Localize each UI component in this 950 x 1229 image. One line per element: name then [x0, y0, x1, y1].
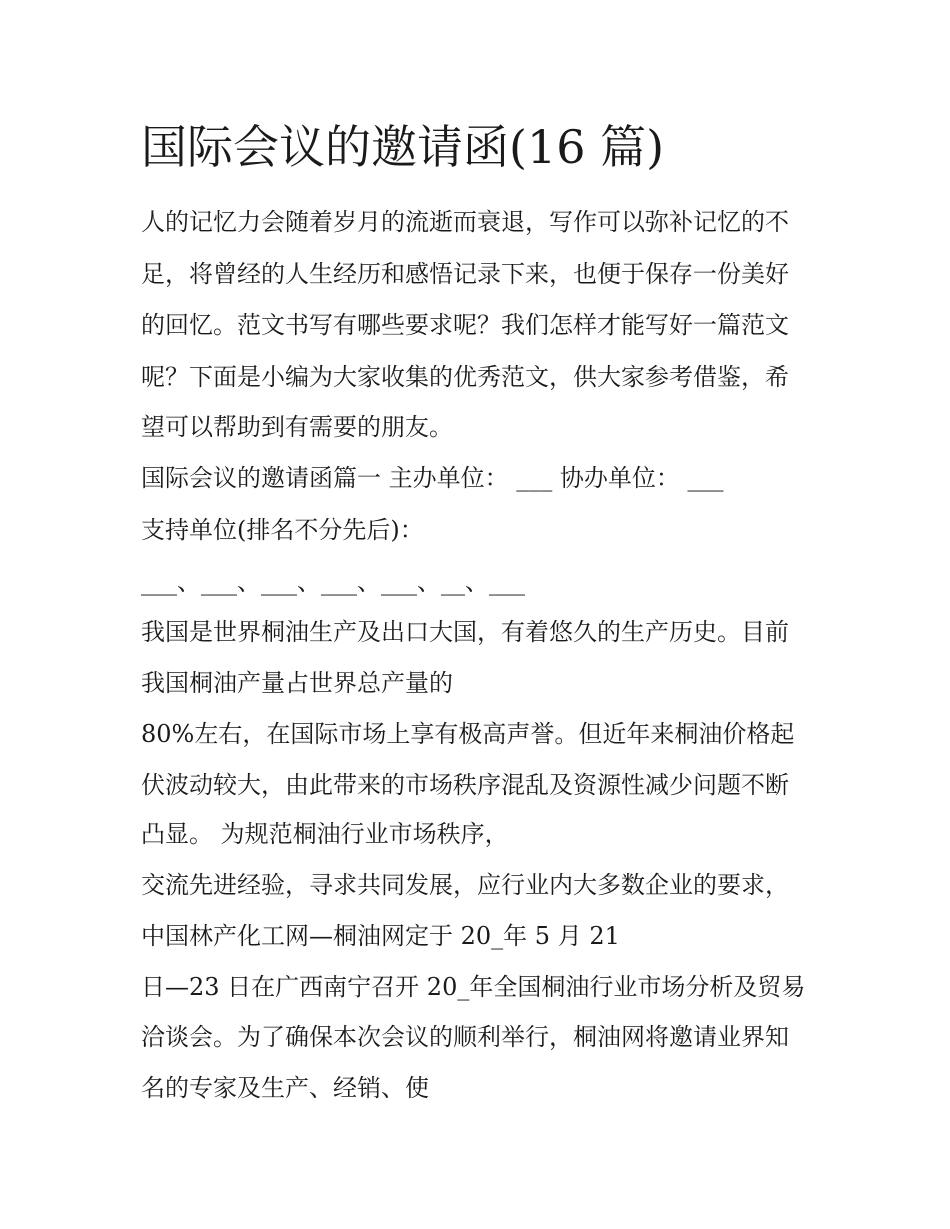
body-line: ___、___、___、___、___、__、___: [141, 568, 525, 596]
body-line: 望可以帮助到有需要的朋友。: [141, 413, 453, 441]
document-title: 国际会议的邀请函(16 篇): [141, 120, 665, 174]
body-line: 80%左右，在国际市场上享有极高声誉。但近年来桐油价格起: [141, 720, 795, 748]
body-line: 中国林产化工网—桐油网定于 20_年 5 月 21: [141, 922, 620, 950]
body-line: 洽谈会。为了确保本次会议的顺利举行，桐油网将邀请业界知: [141, 1023, 789, 1051]
body-line: 支持单位(排名不分先后)：: [141, 516, 424, 544]
body-line: 足，将曾经的人生经历和感悟记录下来，也便于保存一份美好: [141, 260, 789, 288]
body-line: 凸显。 为规范桐油行业市场秩序，: [141, 820, 509, 848]
body-line: 伏波动较大，由此带来的市场秩序混乱及资源性减少问题不断: [141, 771, 789, 799]
body-line: 名的专家及生产、经销、使: [141, 1074, 429, 1102]
body-line: 我国桐油产量占世界总产量的: [141, 669, 453, 697]
body-line: 我国是世界桐油生产及出口大国，有着悠久的生产历史。目前: [141, 618, 789, 646]
body-line: 呢？下面是小编为大家收集的优秀范文，供大家参考借鉴，希: [141, 363, 789, 391]
body-line: 人的记忆力会随着岁月的流逝而衰退，写作可以弥补记忆的不: [141, 208, 789, 236]
body-line: 的回忆。范文书写有哪些要求呢？我们怎样才能写好一篇范文: [141, 311, 789, 339]
body-line: 交流先进经验，寻求共同发展，应行业内大多数企业的要求，: [141, 871, 789, 899]
body-line: 国际会议的邀请函篇一 主办单位： ___ 协办单位： ___: [141, 464, 724, 492]
body-line: 日—23 日在广西南宁召开 20_年全国桐油行业市场分析及贸易: [141, 973, 806, 1001]
